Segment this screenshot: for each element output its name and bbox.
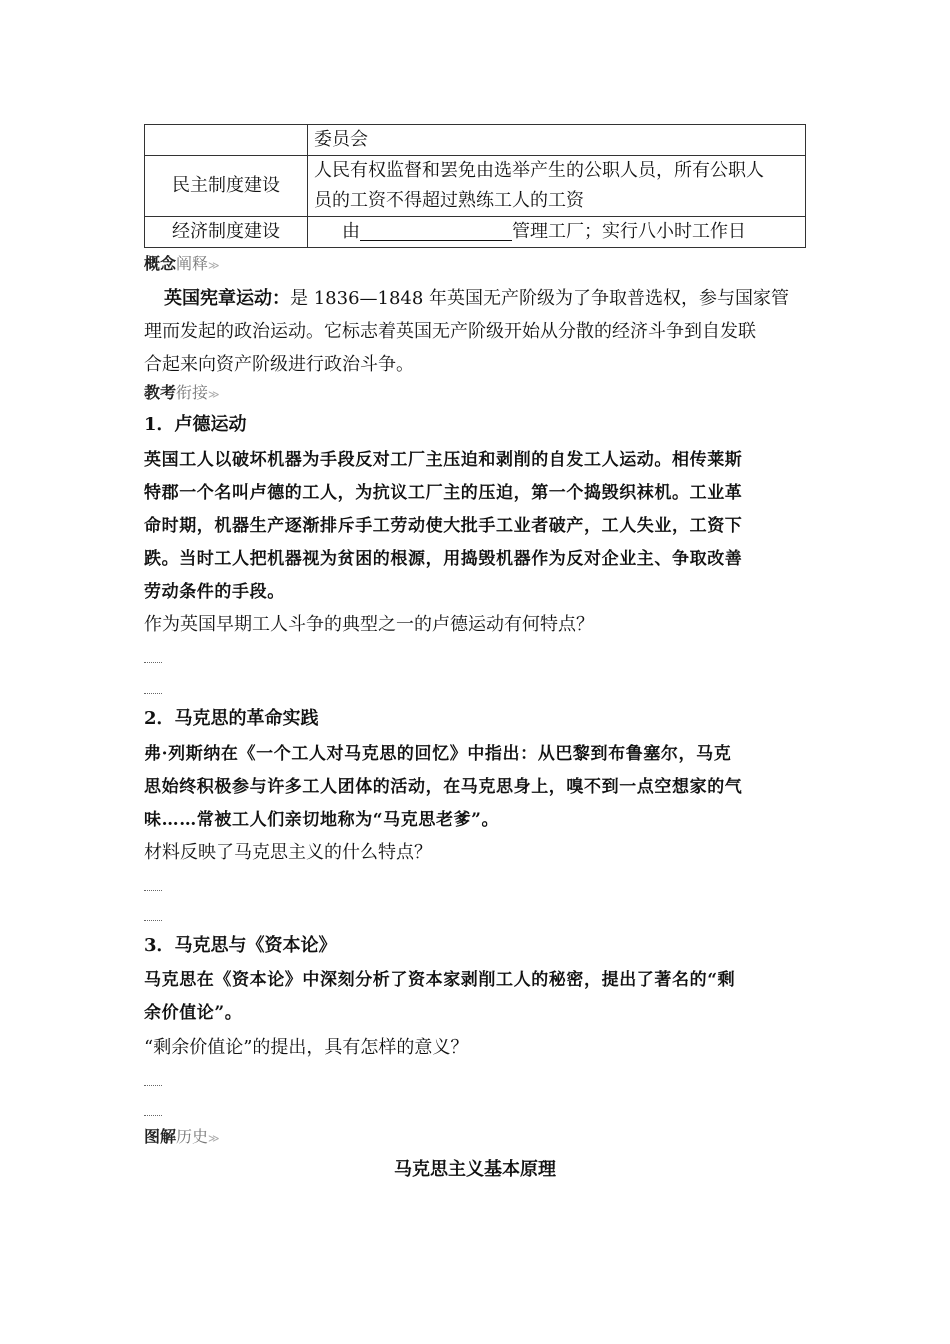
section-label-bold: 概念: [144, 254, 177, 273]
item-material: [144, 964, 806, 1030]
material-line: 英国工人以破坏机器为手段反对工厂主压迫和剥削的自发工人运动。相传莱斯: [144, 450, 743, 470]
answer-line: [144, 889, 162, 891]
concept-term: 英国宪章运动：: [164, 288, 290, 309]
table-cell-label: 民主制度建设: [145, 156, 308, 217]
concept-paragraph: [144, 282, 806, 381]
material-line: 跌。当时工人把机器视为贫困的根源，用捣毁机器作为反对企业主、争取改善: [144, 549, 743, 569]
answer-line: [144, 661, 162, 663]
table-cell-empty: [145, 125, 308, 156]
chevron-down-icon: ≫: [208, 388, 220, 401]
section-label-bold: 图解: [144, 1127, 177, 1146]
table-cell: 委员会: [308, 125, 806, 156]
chevron-down-icon: ≫: [208, 1132, 220, 1145]
answer-line: [144, 919, 162, 921]
institution-table: [144, 124, 806, 248]
answer-line: [144, 1084, 162, 1086]
answer-line: [144, 1114, 162, 1116]
item-question: “剩余价值论”的提出，具有怎样的意义？: [144, 1037, 469, 1058]
concept-line-2: 理而发起的政治运动。它标志着英国无产阶级开始从分散的经济斗争到自发联: [144, 321, 756, 342]
cell-line: 员的工资不得超过熟练工人的工资: [314, 190, 584, 211]
table-cell: [308, 217, 806, 248]
item-question: 作为英国早期工人斗争的典型之一的卢德运动有何特点？: [144, 614, 594, 635]
cell-text-pre: 由: [342, 221, 360, 242]
section-label-diagram: [144, 1127, 220, 1149]
section-label-concept: [144, 254, 220, 276]
concept-line-3: 合起来向资产阶级进行政治斗争。: [144, 354, 414, 375]
section-label-light: 阐释: [176, 254, 209, 273]
item-heading: 2．马克思的革命实践: [144, 708, 319, 729]
table-cell: [308, 156, 806, 217]
material-line: 劳动条件的手段。: [144, 582, 285, 602]
table-row: [145, 217, 806, 248]
material-line: 思始终积极参与许多工人团体的活动，在马克思身上，嗅不到一点空想家的气: [144, 777, 743, 797]
answer-line: [144, 692, 162, 694]
section-label-light: 衔接: [176, 383, 209, 402]
item-material: [144, 738, 806, 837]
table-row: [145, 156, 806, 217]
table-cell-label: 经济制度建设: [145, 217, 308, 248]
cell-line: 人民有权监督和罢免由选举产生的公职人员，所有公职人: [314, 160, 764, 181]
material-line: 特郡一个名叫卢德的工人，为抗议工厂主的压迫，第一个捣毁织袜机。工业革: [144, 483, 743, 503]
section-label-bold: 教考: [144, 383, 177, 402]
material-line: 命时期，机器生产逐渐排斥手工劳动使大批手工业者破产，工人失业，工资下: [144, 516, 743, 536]
cell-text-post: 管理工厂；实行八小时工作日: [512, 221, 746, 242]
concept-text: 是 1836—1848 年英国无产阶级为了争取普选权，参与国家管: [290, 288, 790, 309]
material-line: 味……常被工人们亲切地称为“马克思老爹”。: [144, 810, 500, 830]
material-line: 弗·列斯纳在《一个工人对马克思的回忆》中指出：从巴黎到布鲁塞尔，马克: [144, 744, 732, 764]
table-row: [145, 125, 806, 156]
item-question: 材料反映了马克思主义的什么特点？: [144, 842, 432, 863]
material-line: 余价值论”。: [144, 1003, 243, 1023]
diagram-title: 马克思主义基本原理: [394, 1159, 556, 1180]
item-heading: 1．卢德运动: [144, 414, 247, 435]
concept-line-1: [144, 282, 806, 315]
fill-in-blank: [360, 220, 512, 241]
item-heading: 3．马克思与《资本论》: [144, 935, 337, 956]
chevron-down-icon: ≫: [208, 259, 220, 272]
item-material: [144, 444, 806, 609]
section-label-light: 历史: [176, 1127, 209, 1146]
section-label-teaching: [144, 383, 220, 405]
material-line: 马克思在《资本论》中深刻分析了资本家剥削工人的秘密，提出了著名的“剩: [144, 970, 736, 990]
